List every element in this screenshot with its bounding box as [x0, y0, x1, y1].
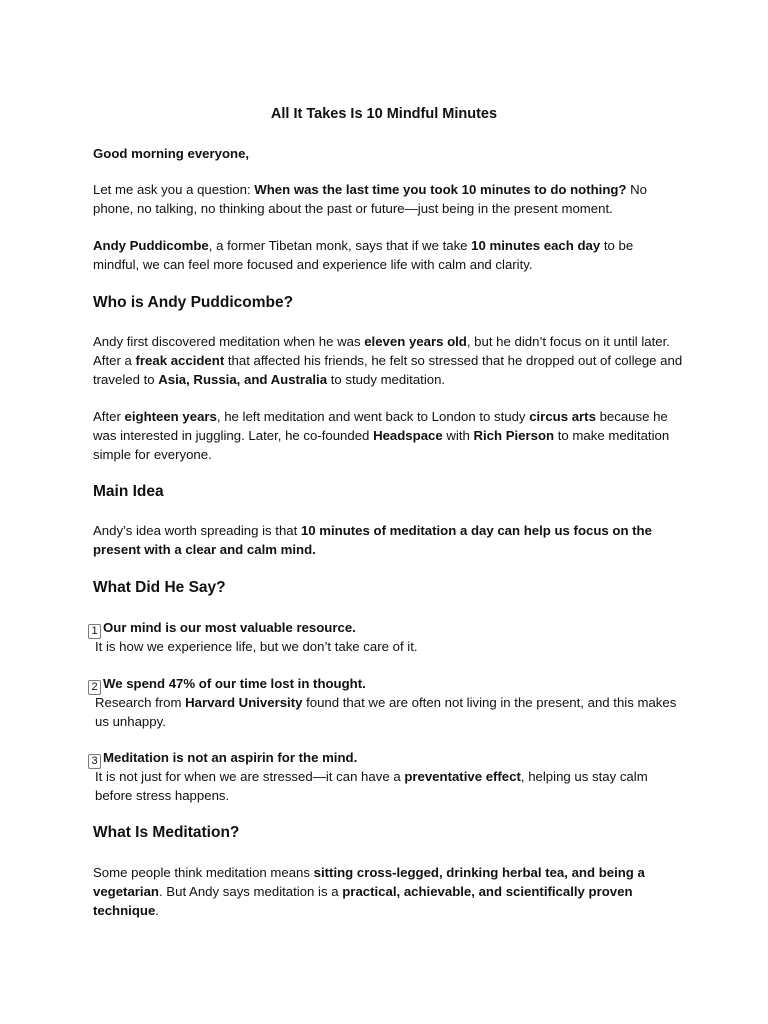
- who-p1-text-g: to study meditation.: [327, 372, 446, 387]
- andy-intro-highlight: 10 minutes each day: [471, 238, 601, 253]
- who-p2-text-a: After: [93, 409, 125, 424]
- list-item-title-2: [88, 674, 688, 695]
- document-title: All It Takes Is 10 Mindful Minutes: [270, 106, 498, 122]
- who-p2-text-g: with: [442, 428, 474, 443]
- list-item-title-3: [88, 748, 688, 769]
- intro-paragraph: [93, 180, 683, 218]
- intro-question: When was the last time you took 10 minutes to do nothing?: [254, 182, 627, 197]
- greeting: Good morning everyone,: [93, 146, 250, 161]
- meditation-bold-b: sitting cross-legged, drinking herbal tea, and being a vegetarian: [93, 865, 645, 899]
- heading-what-is-meditation: What Is Meditation?: [93, 824, 240, 841]
- who-p1-text-a: Andy first discovered meditation when he was: [93, 334, 365, 349]
- item-3-bold: preventative effect: [404, 769, 521, 784]
- main-idea-text: Andy’s idea worth spreading is that: [93, 523, 301, 538]
- who-p2-text-e: because he was interested in juggling. Later, he co-founded: [93, 409, 668, 443]
- intro-text-2: No phone, no talking, no thinking about the past or future—just being in the present moment.: [93, 182, 648, 216]
- list-item-body-2: [95, 693, 680, 731]
- list-item-body-3: [95, 767, 680, 805]
- who-p2-text-i: to make meditation simple for everyone.: [93, 428, 670, 462]
- main-idea-paragraph: [93, 521, 683, 559]
- who-p2-bold-b: eighteen years: [124, 409, 217, 424]
- who-p2-text-c: , he left meditation and went back to London to study: [216, 409, 530, 424]
- meditation-text-c: . But Andy says meditation is a: [158, 884, 343, 899]
- item-2-text-a: Research from: [95, 695, 186, 710]
- item-1-title: Our mind is our most valuable resource.: [103, 620, 356, 635]
- item-2-title: We spend 47% of our time lost in thought.: [103, 676, 366, 691]
- who-p1-bold-f: Asia, Russia, and Australia: [158, 372, 328, 387]
- item-3-title: Meditation is not an aspirin for the mind.: [103, 750, 358, 765]
- meditation-bold-d: practical, achievable, and scientifically proven technique: [93, 884, 633, 918]
- item-2-text-c: found that we are often not living in the present, and this makes us unhappy.: [95, 695, 677, 729]
- who-p1-text-e: that affected his friends, he felt so stressed that he dropped out of college and traveled to: [93, 353, 683, 387]
- who-p1-bold-d: freak accident: [135, 353, 225, 368]
- number-box-2: 2: [88, 680, 101, 695]
- heading-what-did-he-say: What Did He Say?: [93, 579, 226, 596]
- meditation-paragraph: [93, 863, 683, 920]
- who-paragraph-1: [93, 332, 683, 389]
- number-box-3: 3: [88, 754, 101, 769]
- main-idea-bold: 10 minutes of meditation a day can help us focus on the present with a clear and calm mind.: [93, 523, 652, 557]
- andy-intro-text-2: to be mindful, we can feel more focused and experience life with calm and clarity.: [93, 238, 634, 272]
- who-p2-bold-h: Rich Pierson: [473, 428, 555, 443]
- who-p2-bold-f: Headspace: [373, 428, 443, 443]
- item-3-text-a: It is not just for when we are stressed—it can have a: [95, 769, 405, 784]
- meditation-text-a: Some people think meditation means: [93, 865, 314, 880]
- who-p1-text-c: , but he didn’t focus on it until later. After a: [93, 334, 670, 368]
- who-paragraph-2: [93, 407, 683, 464]
- item-2-bold: Harvard University: [185, 695, 303, 710]
- heading-who: Who is Andy Puddicombe?: [93, 294, 294, 311]
- who-p2-bold-d: circus arts: [529, 409, 596, 424]
- who-p1-bold-b: eleven years old: [364, 334, 467, 349]
- andy-intro-text-1: , a former Tibetan monk, says that if we take: [208, 238, 472, 253]
- intro-text-1: Let me ask you a question:: [93, 182, 255, 197]
- heading-main-idea: Main Idea: [93, 483, 164, 500]
- item-1-text: It is how we experience life, but we don’t take care of it.: [95, 639, 418, 654]
- andy-intro-paragraph: [93, 236, 683, 274]
- list-item-title-1: [88, 618, 688, 639]
- andy-name: Andy Puddicombe: [93, 238, 209, 253]
- list-item-body-1: [95, 637, 680, 656]
- item-3-text-c: , helping us stay calm before stress happens.: [95, 769, 648, 803]
- number-box-1: 1: [88, 624, 101, 639]
- meditation-text-e: .: [155, 903, 159, 918]
